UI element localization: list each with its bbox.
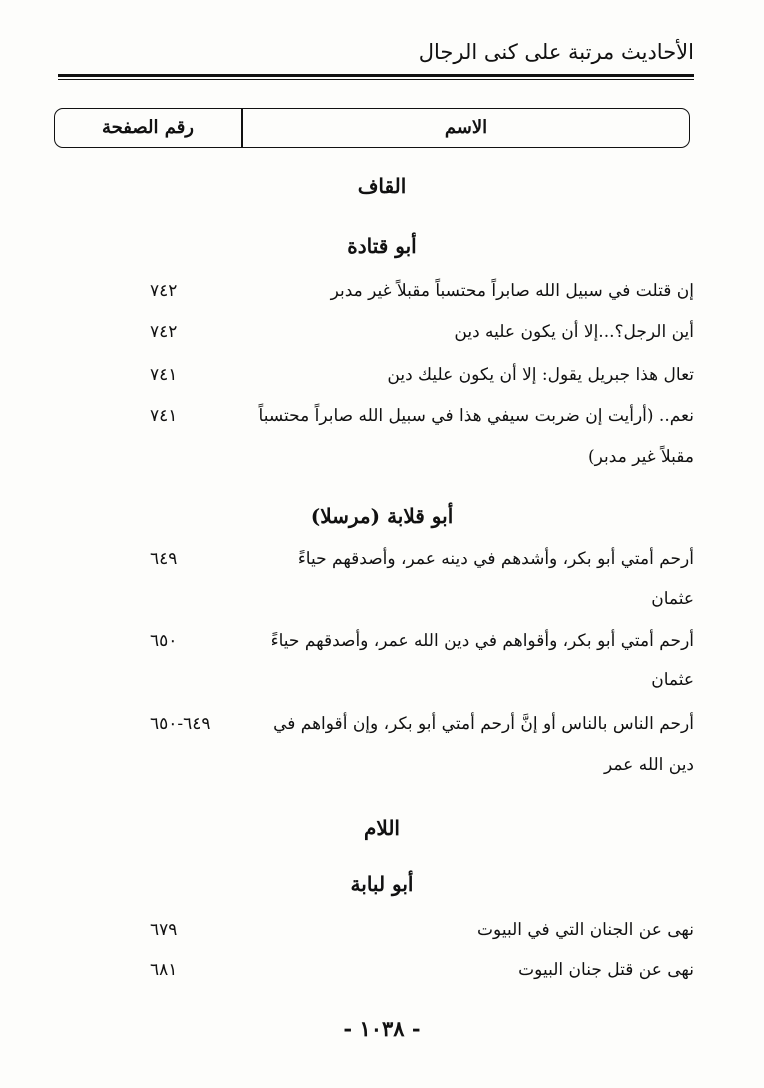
running-head: الأحاديث مرتبة على كنى الرجال bbox=[418, 40, 694, 64]
section-letter-lam: اللام bbox=[364, 816, 400, 840]
entry-page: ٧٤٢ bbox=[150, 281, 178, 301]
entry-page: ٧٤٢ bbox=[150, 322, 178, 342]
header-rule bbox=[58, 74, 694, 77]
column-page-header: رقم الصفحة bbox=[101, 117, 194, 138]
entry-page: ٦٥٠ bbox=[150, 631, 178, 651]
entry-text-continuation: عثمان bbox=[651, 589, 694, 609]
entry-text: تعال هذا جبريل يقول: إلا أن يكون عليك دين bbox=[387, 365, 694, 385]
entry-text: أرحم أمتي أبو بكر، وأشدهم في دينه عمر، وأصدقهم حياءً bbox=[297, 549, 694, 569]
narrator-heading-abu-qatada: أبو قتادة bbox=[347, 234, 417, 258]
entry-page: ٦٧٩ bbox=[150, 920, 178, 940]
entry-text: أرحم الناس بالناس أو إنَّ أرحم أمتي أبو بكر، وإن أقواهم في bbox=[273, 714, 694, 734]
entry-text-continuation: مقبلاً غير مدبر) bbox=[588, 447, 694, 467]
entry-text-continuation: دين الله عمر bbox=[603, 755, 694, 775]
entry-text: إن قتلت في سبيل الله صابراً محتسباً مقبلاً غير مدبر bbox=[330, 281, 694, 301]
narrator-heading-abu-qilaba: أبو قلابة (مرسلا) bbox=[310, 504, 454, 528]
section-letter-qaf: القاف bbox=[357, 174, 407, 198]
entry-text: أرحم أمتي أبو بكر، وأقواهم في دين الله عمر، وأصدقهم حياءً bbox=[270, 631, 694, 651]
column-divider bbox=[241, 109, 243, 147]
entry-page: ٦٤٩-٦٥٠ bbox=[150, 714, 211, 734]
entry-text: نهى عن الجنان التي في البيوت bbox=[477, 920, 694, 940]
entry-text: نهى عن قتل جنان البيوت bbox=[518, 960, 694, 980]
header-rule-thin bbox=[58, 79, 694, 80]
entry-page: ٦٤٩ bbox=[150, 549, 178, 569]
entry-text: أين الرجل؟...إلا أن يكون عليه دين bbox=[454, 322, 694, 342]
narrator-heading-abu-lubaba: أبو لبابة bbox=[350, 872, 414, 896]
column-name-header: الاسم bbox=[444, 117, 488, 138]
entry-text: نعم.. (أرأيت إن ضربت سيفي هذا في سبيل الله صابراً محتسباً bbox=[258, 406, 694, 426]
entry-page: ٦٨١ bbox=[150, 960, 178, 980]
entry-page: ٧٤١ bbox=[150, 365, 178, 385]
entry-text-continuation: عثمان bbox=[651, 670, 694, 690]
entry-page: ٧٤١ bbox=[150, 406, 178, 426]
page-number: - ١٠٣٨ - bbox=[343, 1016, 421, 1041]
column-header-box bbox=[54, 108, 690, 148]
